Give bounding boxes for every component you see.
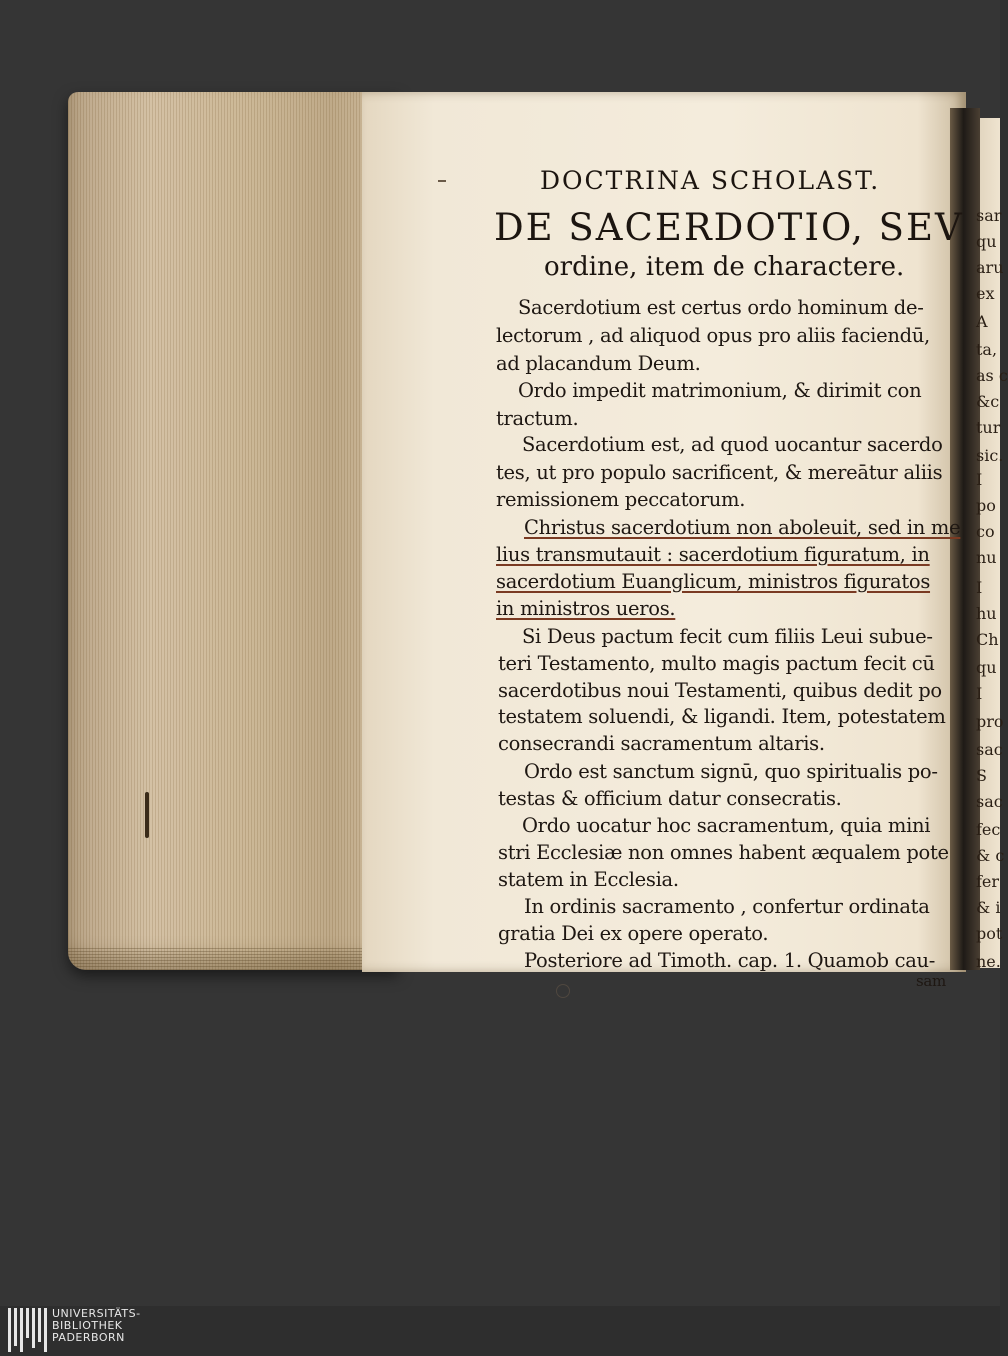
facing-page-fragment: A [976,312,988,331]
facing-page-fragment: sar [976,206,1002,225]
facing-page-fragment: pot [976,924,1003,943]
library-name-line3: PADERBORN [52,1331,125,1344]
text-line: testas & officium datur consecratis. [498,787,842,810]
facing-page-fragment: ex [976,284,995,303]
text-line: lectorum , ad aliquod opus pro aliis faciendū, [496,324,930,347]
facing-page-fragment: & i [976,898,1001,917]
facing-page-fragment: as c [976,366,1008,385]
text-line: Si Deus pactum fecit cum filiis Leui subue- [522,625,933,648]
facing-page-fragment: I [976,684,983,703]
text-line: In ordinis sacramento , confertur ordinata [524,895,930,918]
facing-page-fragment: pro [976,712,1004,731]
facing-page-fragment: fec [976,820,1001,839]
facing-page-fragment: po [976,496,996,515]
text-line: statem in Ecclesia. [498,868,679,891]
facing-page-fragment: &c [976,392,1000,411]
facing-page-fragment: & c [976,846,1005,865]
text-line: tractum. [496,407,579,430]
text-line: Ordo impedit matrimonium, & dirimit con [518,379,922,402]
text-line: Sacerdotium est, ad quod uocantur sacerdo [522,433,943,456]
text-line: gratia Dei ex opere operato. [498,922,769,945]
facing-page-fragment: qu [976,658,997,677]
edge-mark [145,792,149,838]
facing-page-fragment: tur [976,418,1001,437]
page-stain [556,984,570,998]
facing-page-fragment: sac [976,792,1003,811]
facing-page-fragment: I [976,578,983,597]
text-line-underlined: Christus sacerdotium non aboleuit, sed in me [524,516,961,539]
facing-page-fragment: sic. [976,446,1004,465]
facing-page-fragment: S [976,766,987,785]
footer-bar [0,1306,1000,1356]
text-line-underlined: sacerdotium Euanglicum, ministros figuratos [496,570,931,593]
facing-page-fragment: hu [976,604,997,623]
chapter-title: DE SACERDOTIO, SEV [494,206,964,249]
facing-page-fragment: aru [976,258,1004,277]
text-line: stri Ecclesiæ non omnes habent æqualem pote [498,841,949,864]
margin-dash [438,180,446,182]
text-line: ad placandum Deum. [496,352,701,375]
text-line: Sacerdotium est certus ordo hominum de- [518,296,924,319]
text-line: sacerdotibus noui Testamenti, quibus dedit po [498,679,942,702]
library-name-line2: BIBLIOTHEK [52,1319,123,1332]
facing-page-fragment: fer [976,872,1000,891]
facing-page-fragment: I [976,470,983,489]
facing-page-fragment: ta, [976,340,998,359]
chapter-subtitle: ordine, item de charactere. [544,252,905,282]
facing-page-fragment: nu [976,548,997,567]
text-line: testatem soluendi, & ligandi. Item, potestatem [498,705,946,728]
text-line: consecrandi sacramentum altaris. [498,732,825,755]
text-line-underlined: in ministros ueros. [496,597,676,620]
library-logo-icon [6,1308,48,1352]
text-line: remissionem peccatorum. [496,488,746,511]
facing-page-fragment: sac [976,740,1003,759]
book-fore-edge [68,92,398,970]
running-title: DOCTRINA SCHOLAST. [540,166,881,195]
catchword: sam [916,972,946,990]
text-line: Ordo est sanctum signū, quo spiritualis po- [524,760,938,783]
facing-page-fragment: co [976,522,995,541]
text-line: tes, ut pro populo sacrificent, & mereātur aliis [496,461,943,484]
facing-page-fragment: qu [976,232,997,251]
text-line: Ordo uocatur hoc sacramentum, quia mini [522,814,931,837]
facing-page-fragment: Ch [976,630,999,649]
library-name-line1: UNIVERSITÄTS- [52,1307,141,1320]
text-line-underlined: lius transmutauit : sacerdotium figuratum, in [496,543,930,566]
text-line: teri Testamento, multo magis pactum fecit cū [498,652,935,675]
facing-page-fragment: ne. [976,952,1001,971]
text-line: Posteriore ad Timoth. cap. 1. Quamob cau- [524,949,936,972]
